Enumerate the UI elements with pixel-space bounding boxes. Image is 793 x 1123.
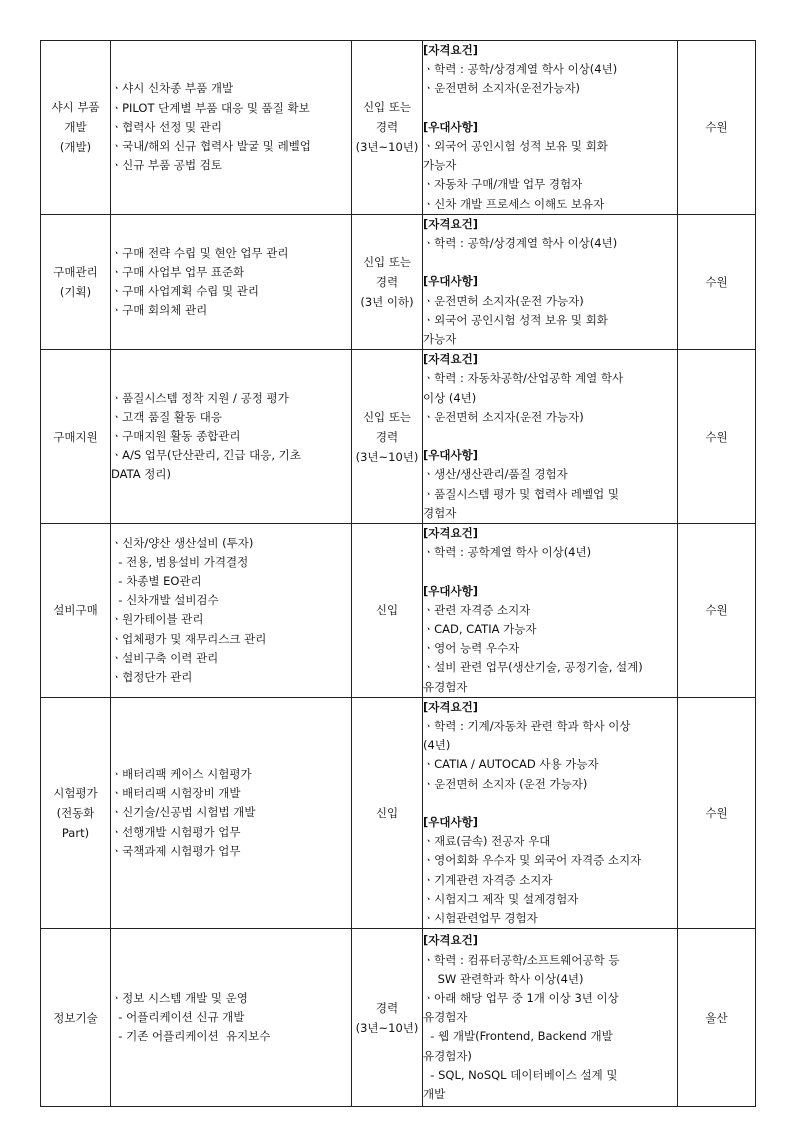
- text-line: ㆍ관련 자격증 소지자: [423, 602, 531, 617]
- text-line: 신입 또는: [362, 409, 412, 424]
- text-line: (3년~10년): [355, 449, 419, 464]
- job-table-body: [41, 41, 756, 1107]
- text-line: ㆍ설비 관련 업무(생산기술, 공정기술, 설계): [423, 660, 643, 675]
- requirements-cell: [423, 350, 678, 524]
- job-posting-table: [40, 40, 756, 1107]
- text-line: 신입: [375, 806, 399, 821]
- section-heading: [우대사항]: [423, 815, 478, 830]
- text-line: ㆍ기계관련 자격증 소지자: [423, 872, 553, 887]
- text-line: 경험자: [423, 505, 457, 520]
- text-line: 개발: [64, 120, 87, 135]
- text-line: - 기존 어플리케이션 유지보수: [111, 1029, 271, 1044]
- text-line: ㆍ학력 : 기계/자동차 관련 학과 학사 이상: [423, 719, 631, 734]
- requirements-cell: [423, 214, 678, 349]
- text-line: ㆍ신차 개발 프로세스 이해도 보유자: [423, 196, 605, 211]
- text-line: ㆍ설비구축 이력 관리: [111, 650, 219, 665]
- text-line: ㆍ품질시스템 평가 및 협력사 레벨업 및: [423, 486, 620, 501]
- text-line: 유경험자: [423, 679, 468, 694]
- location-cell: 수원: [678, 524, 756, 698]
- text-line: ㆍ구매지원 활동 종합관리: [111, 429, 241, 444]
- text-line: ㆍ배터리팩 케이스 시험평가: [111, 767, 252, 782]
- text-line: ㆍ고객 품질 활동 대응: [111, 409, 222, 424]
- text-line: 경력: [375, 275, 399, 290]
- text-line: ㆍ국책과제 시험평가 업무: [111, 843, 241, 858]
- job-row-purchase-support: [41, 350, 756, 524]
- career-type-cell: [352, 929, 423, 1107]
- requirements-cell: [423, 524, 678, 698]
- text-line: ㆍ선행개발 시험평가 업무: [111, 824, 241, 839]
- text-line: (3년~10년): [355, 1020, 419, 1035]
- text-line: ㆍ국내/해외 신규 협력사 발굴 및 레벨업: [111, 139, 311, 153]
- text-line: ㆍ구매 사업계획 수립 및 관리: [111, 284, 259, 299]
- location-cell: 수원: [678, 41, 756, 215]
- job-row-information-technology: [41, 929, 756, 1107]
- text-line: ㆍ품질시스템 정착 지원 / 공정 평가: [111, 390, 289, 405]
- job-duties-cell: [111, 214, 352, 349]
- location-cell: 수원: [678, 697, 756, 928]
- career-type-cell: [352, 41, 423, 215]
- job-title-cell: [41, 929, 111, 1107]
- text-line: - 전용, 범용설비 가격결정: [111, 554, 249, 569]
- job-row-test-evaluation: [41, 697, 756, 928]
- job-duties-cell: [111, 350, 352, 524]
- text-line: ㆍ구매 전략 수립 및 현안 업무 관리: [111, 245, 289, 260]
- section-heading: [우대사항]: [423, 274, 478, 289]
- text-line: 샤시 부품: [51, 100, 100, 115]
- text-line: ㆍ배터리팩 시험장비 개발: [111, 786, 241, 801]
- text-line: 구매관리: [53, 265, 98, 280]
- location-cell: 울산: [678, 929, 756, 1107]
- text-line: ㆍ구매 회의체 관리: [111, 303, 208, 318]
- text-line: ㆍ영어 능력 우수자: [423, 641, 520, 656]
- text-line: ㆍ시험관련업무 경험자: [423, 911, 538, 926]
- text-line: (개발): [59, 140, 92, 155]
- job-row-equipment-purchase: [41, 524, 756, 698]
- text-line: ㆍ재료(금속) 전공자 우대: [423, 834, 551, 849]
- text-line: 가능자: [423, 158, 457, 173]
- text-line: 구매지원: [53, 429, 98, 444]
- job-row-purchase-management: [41, 214, 756, 349]
- job-title-cell: [41, 214, 111, 349]
- section-heading: [우대사항]: [423, 119, 478, 134]
- text-line: ㆍ신기술/신공법 시험법 개발: [111, 805, 256, 820]
- text-line: ㆍ생산/생산관리/품질 경험자: [423, 467, 568, 482]
- job-duties-cell: [111, 524, 352, 698]
- career-type-cell: [352, 350, 423, 524]
- text-line: ㆍCAD, CATIA 가능자: [423, 622, 537, 637]
- text-line: 유경험자: [423, 1010, 468, 1025]
- text-line: ㆍ학력 : 공학/상경계열 학사 이상(4년): [423, 62, 618, 77]
- text-line: ㆍ운전면허 소지자(운전가능자): [423, 81, 581, 96]
- text-line: (3년 이하): [360, 295, 414, 310]
- text-line: (기획): [59, 285, 92, 300]
- text-line: SW 관련학과 학사 이상(4년): [423, 971, 584, 986]
- job-title-cell: [41, 524, 111, 698]
- job-row-chassis-parts: [41, 41, 756, 215]
- job-title-cell: [41, 350, 111, 524]
- text-line: ㆍA/S 업무(단산관리, 긴급 대응, 기초: [111, 448, 301, 463]
- text-line: - 웹 개발(Frontend, Backend 개발: [423, 1029, 613, 1044]
- location-cell: 수원: [678, 214, 756, 349]
- job-duties-cell: [111, 41, 352, 215]
- text-line: ㆍ외국어 공인시험 성적 보유 및 회화: [423, 312, 608, 327]
- text-line: - 차종별 EO관리: [111, 574, 202, 589]
- text-line: - 어플리케이션 신규 개발: [111, 1010, 245, 1025]
- blank-line: [423, 562, 677, 581]
- job-duties-cell: [111, 697, 352, 928]
- text-line: ㆍ정보 시스템 개발 및 운영: [111, 990, 248, 1005]
- blank-line: [423, 427, 677, 446]
- requirements-cell: [423, 697, 678, 928]
- text-line: ㆍ시험지그 제작 및 설계경험자: [423, 891, 579, 906]
- text-line: ㆍ협정단가 관리: [111, 670, 193, 685]
- section-heading: [자격요건]: [423, 216, 478, 231]
- section-heading: [자격요건]: [423, 43, 478, 57]
- blank-line: [423, 794, 677, 813]
- text-line: 정보기술: [53, 1010, 98, 1025]
- location-cell: 수원: [678, 350, 756, 524]
- text-line: 이상 (4년): [423, 390, 477, 405]
- text-line: - 신차개발 설비검수: [111, 593, 219, 608]
- text-line: ㆍCATIA / AUTOCAD 사용 가능자: [423, 757, 599, 772]
- text-line: 경력: [375, 120, 399, 135]
- text-line: 유경험자): [423, 1048, 472, 1063]
- text-line: 신입 또는: [362, 255, 412, 270]
- text-line: ㆍ자동차 구매/개발 업무 경험자: [423, 177, 583, 192]
- section-heading: [우대사항]: [423, 448, 478, 463]
- section-heading: [자격요건]: [423, 526, 478, 541]
- text-line: ㆍ원가테이블 관리: [111, 612, 204, 627]
- text-line: 설비구매: [53, 603, 98, 618]
- text-line: ㆍ신규 부품 공법 검토: [111, 158, 222, 173]
- blank-line: [423, 253, 677, 272]
- section-heading: [자격요건]: [423, 352, 478, 367]
- text-line: ㆍ업체평가 및 재무리스크 관리: [111, 631, 267, 646]
- career-type-cell: [352, 214, 423, 349]
- text-line: ㆍ아래 해당 업무 중 1개 이상 3년 이상: [423, 990, 619, 1005]
- text-line: 경력: [375, 1000, 399, 1015]
- text-line: 경력: [375, 429, 399, 444]
- text-line: ㆍ학력 : 컴퓨터공학/소프트웨어공학 등: [423, 952, 620, 967]
- text-line: ㆍ샤시 신차종 부품 개발: [111, 81, 234, 96]
- text-line: ㆍ영어회화 우수자 및 외국어 자격증 소지자: [423, 853, 642, 868]
- text-line: ㆍ학력 : 자동차공학/산업공학 계열 학사: [423, 371, 624, 386]
- career-type-cell: [352, 697, 423, 928]
- requirements-cell: [423, 929, 678, 1107]
- text-line: Part): [61, 826, 90, 841]
- text-line: ㆍ협력사 선정 및 관리: [111, 119, 222, 134]
- text-line: ㆍ운전면허 소지자 (운전 가능자): [423, 776, 588, 791]
- text-line: (3년~10년): [355, 140, 419, 155]
- text-line: ㆍ외국어 공인시험 성적 보유 및 회화: [423, 139, 608, 153]
- text-line: ㆍ학력 : 공학계열 학사 이상(4년): [423, 545, 592, 560]
- job-duties-cell: [111, 929, 352, 1107]
- text-line: 신입: [375, 603, 399, 618]
- text-line: - SQL, NoSQL 데이터베이스 설계 및: [423, 1067, 618, 1082]
- requirements-cell: [423, 41, 678, 215]
- text-line: (전동화: [56, 806, 95, 821]
- text-line: 가능자: [423, 332, 457, 347]
- section-heading: [자격요건]: [423, 933, 478, 948]
- text-line: ㆍ운전면허 소지자(운전 가능자): [423, 409, 584, 424]
- section-heading: [우대사항]: [423, 583, 478, 598]
- job-title-cell: [41, 697, 111, 928]
- text-line: (4년): [423, 738, 451, 753]
- blank-line: [423, 99, 677, 118]
- section-heading: [자격요건]: [423, 699, 478, 714]
- text-line: ㆍ학력 : 공학/상경계열 학사 이상(4년): [423, 236, 618, 251]
- text-line: ㆍ운전면허 소지자(운전 가능자): [423, 293, 584, 308]
- job-title-cell: [41, 41, 111, 215]
- text-line: 신입 또는: [362, 100, 412, 115]
- text-line: ㆍ신차/양산 생산설비 (투자): [111, 535, 254, 550]
- text-line: 개발: [423, 1086, 446, 1101]
- text-line: 시험평가: [53, 786, 98, 801]
- text-line: DATA 정리): [111, 467, 171, 482]
- text-line: ㆍPILOT 단계별 부품 대응 및 품질 확보: [111, 100, 310, 115]
- career-type-cell: [352, 524, 423, 698]
- text-line: ㆍ구매 사업부 업무 표준화: [111, 264, 245, 279]
